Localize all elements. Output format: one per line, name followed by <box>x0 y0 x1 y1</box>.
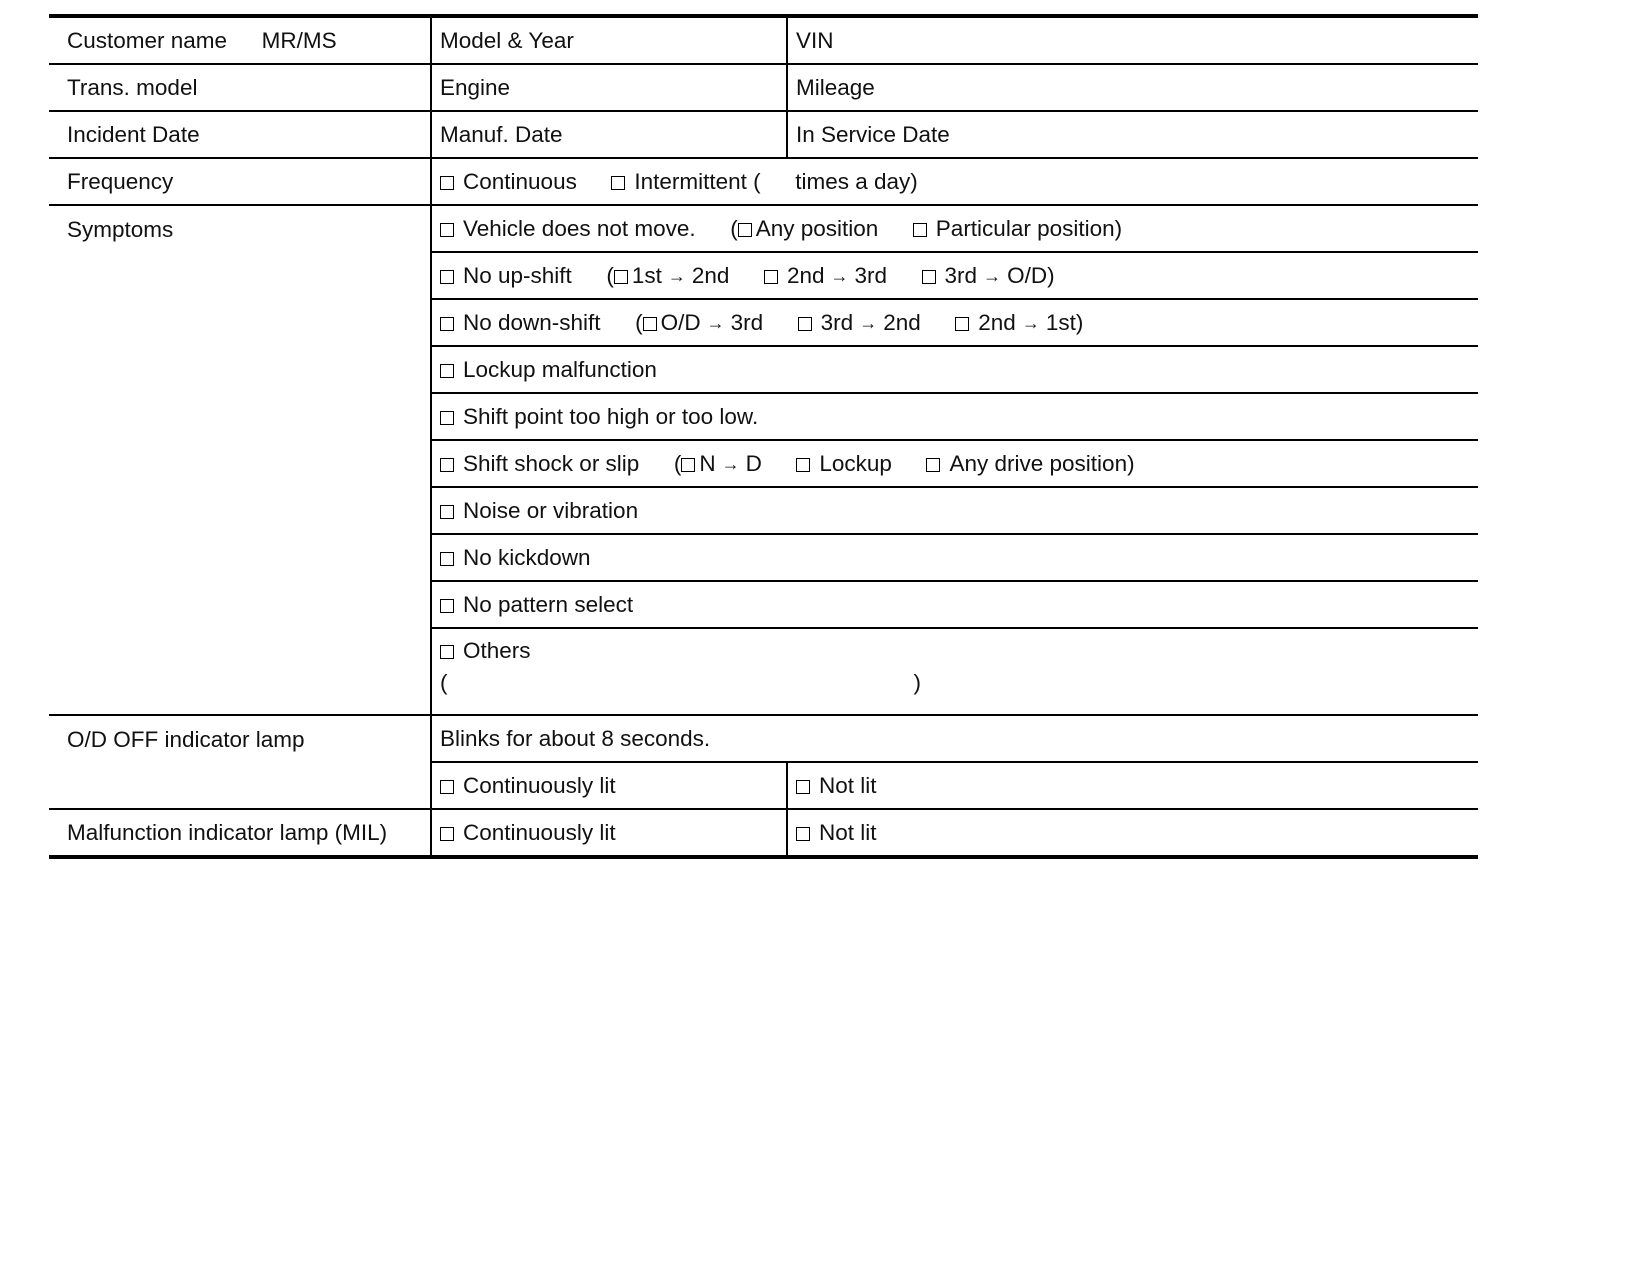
downshift-2-to: 2nd <box>883 309 921 335</box>
customer-name-cell[interactable] <box>49 16 431 64</box>
particular-position-label: Particular position) <box>935 215 1123 241</box>
no-kickdown-checkbox[interactable] <box>440 552 454 566</box>
arrow-icon: → <box>667 265 686 286</box>
od-off-label: O/D OFF indicator lamp <box>49 715 431 809</box>
shift-shock-paren: ( <box>673 450 682 476</box>
symptom-lockup-malfunction <box>431 346 1478 393</box>
od-off-continuously-lit <box>431 762 787 809</box>
od-off-continuously-lit-checkbox[interactable] <box>440 780 454 794</box>
no-move-checkbox[interactable] <box>440 223 454 237</box>
arrow-icon: → <box>830 265 849 286</box>
mil-not-lit <box>787 809 1478 857</box>
shift-shock-label: Shift shock or slip <box>463 450 640 476</box>
row-od-off-blinks <box>49 715 1478 762</box>
n-to-d-checkbox[interactable] <box>681 458 695 472</box>
intermittent-checkbox[interactable] <box>611 176 625 190</box>
no-downshift-checkbox[interactable] <box>440 317 454 331</box>
upshift-2-to: 3rd <box>854 262 888 288</box>
noise-label: Noise or vibration <box>463 497 639 523</box>
vin-cell[interactable] <box>787 16 1478 64</box>
continuous-checkbox[interactable] <box>440 176 454 190</box>
mil-not-lit-checkbox[interactable] <box>796 827 810 841</box>
frequency-options <box>431 158 1478 205</box>
trans-model-label: Trans. model <box>67 74 198 100</box>
symptom-no-pattern <box>431 581 1478 628</box>
upshift-3-to: O/D) <box>1007 262 1055 288</box>
continuous-label: Continuous <box>463 168 577 194</box>
downshift-2-from: 3rd <box>820 309 854 335</box>
others-checkbox[interactable] <box>440 645 454 659</box>
shift-point-label: Shift point too high or too low. <box>463 403 759 429</box>
particular-position-checkbox[interactable] <box>913 223 927 237</box>
manuf-date-label: Manuf. Date <box>440 121 563 147</box>
engine-label: Engine <box>440 74 511 100</box>
downshift-3-from: 2nd <box>978 309 1016 335</box>
upshift-3-od-checkbox[interactable] <box>922 270 936 284</box>
customer-name-label: Customer name <box>67 27 228 53</box>
symptom-no-upshift <box>431 252 1478 299</box>
downshift-2-1-checkbox[interactable] <box>955 317 969 331</box>
mileage-label: Mileage <box>796 74 875 100</box>
shock-lockup-checkbox[interactable] <box>796 458 810 472</box>
arrow-icon: → <box>983 265 1002 286</box>
row-dates <box>49 111 1478 158</box>
manuf-date-cell[interactable] <box>431 111 787 158</box>
incident-date-label: Incident Date <box>67 121 200 147</box>
no-upshift-label: No up-shift <box>463 262 572 288</box>
mil-continuously-lit-checkbox[interactable] <box>440 827 454 841</box>
row-symptom-no-move <box>49 205 1478 252</box>
symptoms-label: Symptoms <box>49 205 431 715</box>
no-upshift-checkbox[interactable] <box>440 270 454 284</box>
no-downshift-label: No down-shift <box>463 309 601 335</box>
upshift-1-to: 2nd <box>691 262 730 288</box>
in-service-date-cell[interactable] <box>787 111 1478 158</box>
symptom-others <box>431 628 1478 715</box>
any-drive-position-checkbox[interactable] <box>926 458 940 472</box>
symptom-noise <box>431 487 1478 534</box>
shift-shock-checkbox[interactable] <box>440 458 454 472</box>
no-upshift-paren: ( <box>606 262 614 288</box>
od-off-blinks <box>431 715 1478 762</box>
frequency-label: Frequency <box>49 158 431 205</box>
od-off-not-lit-label: Not lit <box>819 772 877 798</box>
mileage-cell[interactable] <box>787 64 1478 111</box>
engine-cell[interactable] <box>431 64 787 111</box>
symptom-shift-point <box>431 393 1478 440</box>
model-year-cell[interactable] <box>431 16 787 64</box>
symptom-no-kickdown <box>431 534 1478 581</box>
row-trans <box>49 64 1478 111</box>
od-off-continuously-lit-label: Continuously lit <box>463 772 616 798</box>
downshift-od-3-checkbox[interactable] <box>643 317 657 331</box>
arrow-icon: → <box>859 312 878 333</box>
no-move-label: Vehicle does not move. <box>463 215 696 241</box>
downshift-3-2-checkbox[interactable] <box>798 317 812 331</box>
no-pattern-label: No pattern select <box>463 591 634 617</box>
symptom-no-downshift <box>431 299 1478 346</box>
symptom-shift-shock <box>431 440 1478 487</box>
downshift-1-from: O/D <box>660 309 701 335</box>
shock-lockup-label: Lockup <box>819 450 892 476</box>
od-off-not-lit <box>787 762 1478 809</box>
any-position-checkbox[interactable] <box>738 223 752 237</box>
row-customer <box>49 16 1478 64</box>
noise-checkbox[interactable] <box>440 505 454 519</box>
mil-continuously-lit-label: Continuously lit <box>463 819 616 845</box>
arrow-icon: → <box>1021 312 1040 333</box>
upshift-1-from: 1st <box>631 262 662 288</box>
no-pattern-checkbox[interactable] <box>440 599 454 613</box>
shift-point-checkbox[interactable] <box>440 411 454 425</box>
customer-title-label: MR/MS <box>261 27 337 53</box>
in-service-date-label: In Service Date <box>796 121 950 147</box>
upshift-2-3-checkbox[interactable] <box>764 270 778 284</box>
diagnostic-worksheet-table <box>49 14 1478 859</box>
vin-label: VIN <box>796 27 834 53</box>
downshift-3-to: 1st) <box>1045 309 1084 335</box>
model-year-label: Model & Year <box>440 27 574 53</box>
others-label: Others <box>463 638 531 663</box>
arrow-icon: → <box>721 453 740 474</box>
any-drive-position-label: Any drive position) <box>949 450 1135 476</box>
times-a-day-label: times a day) <box>795 168 918 194</box>
any-position-label: Any position <box>755 215 879 241</box>
others-text-field[interactable] <box>440 670 1470 696</box>
no-move-paren: ( <box>730 215 738 241</box>
d-label: D <box>745 450 762 476</box>
arrow-icon: → <box>706 312 725 333</box>
others-paren-close: ) <box>913 669 921 695</box>
od-off-not-lit-checkbox[interactable] <box>796 780 810 794</box>
lockup-malfunction-label: Lockup malfunction <box>463 356 657 382</box>
mil-label: Malfunction indicator lamp (MIL) <box>49 809 431 857</box>
lockup-malfunction-checkbox[interactable] <box>440 364 454 378</box>
downshift-1-to: 3rd <box>730 309 764 335</box>
mil-continuously-lit <box>431 809 787 857</box>
upshift-2-from: 2nd <box>786 262 825 288</box>
row-mil <box>49 809 1478 857</box>
incident-date-cell[interactable] <box>49 111 431 158</box>
no-downshift-paren: ( <box>635 309 643 335</box>
n-label: N <box>699 450 716 476</box>
od-off-blinks-label: Blinks for about 8 seconds. <box>440 725 711 751</box>
symptom-no-move <box>431 205 1478 252</box>
upshift-1-2-checkbox[interactable] <box>614 270 628 284</box>
intermittent-label: Intermittent ( <box>634 168 761 194</box>
upshift-3-from: 3rd <box>944 262 978 288</box>
others-paren-open: ( <box>440 669 448 695</box>
trans-model-cell[interactable] <box>49 64 431 111</box>
no-kickdown-label: No kickdown <box>463 544 591 570</box>
row-frequency <box>49 158 1478 205</box>
mil-not-lit-label: Not lit <box>819 819 877 845</box>
